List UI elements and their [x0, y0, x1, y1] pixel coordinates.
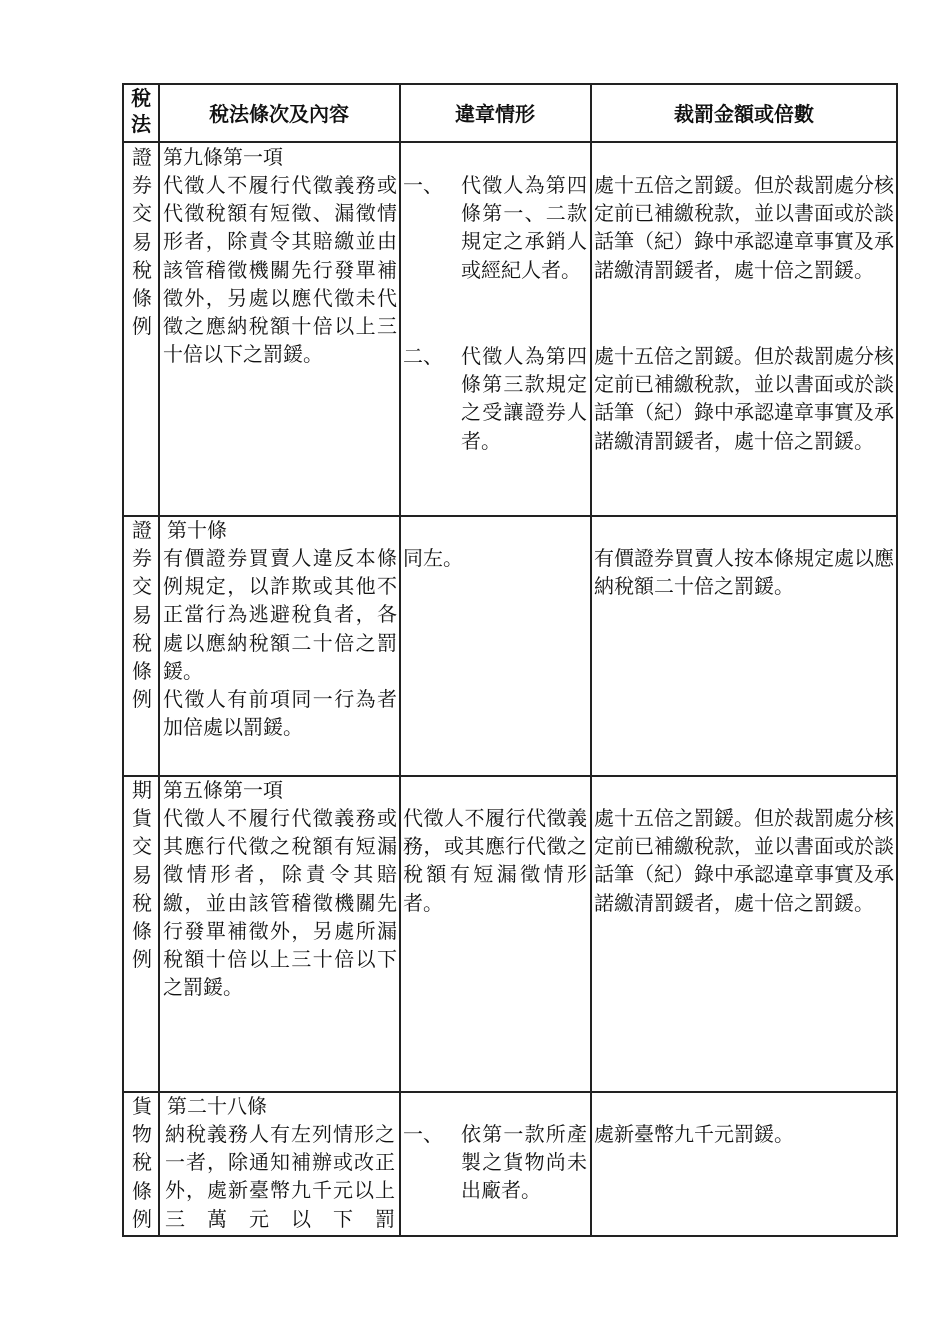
penalty-table: [122, 83, 898, 1237]
violation-text: 依第一款所產製之貨物尚未出廠者。: [461, 1122, 587, 1203]
article-body: 代徵人有前項同一行為者加倍處以罰鍰。: [163, 687, 397, 740]
law-name: 證券交易稅條例: [132, 145, 152, 339]
table-border-right: [896, 83, 898, 1237]
header-violation: 違章情形: [455, 102, 535, 126]
article-body: 有價證券買賣人違反本條例規定，以詐欺或其他不正當行為逃避稅負者，各處以應納稅額二十倍之罰鍰。: [163, 546, 397, 683]
law-name: 期貨交易稅條例: [132, 778, 152, 972]
penalty-text: 有價證券買賣人按本條規定處以應納稅額二十倍之罰鍰。: [594, 546, 894, 599]
violation-text: 代徵人不履行代徵義務，或其應行代徵之稅額有短漏徵情形者。: [403, 806, 587, 915]
article-body: 代徵人不履行代徵義務或其應行代徵之稅額有短漏徵情形者，除責令其賠繳，並由該管稽徵機關先行發單補徵外，另處所漏稅額十倍以上三十倍以下之罰鍰。: [163, 806, 397, 1000]
header-penalty: 裁罰金額或倍數: [674, 102, 814, 126]
violation-number: 一、: [403, 173, 443, 197]
header-law: [126, 85, 156, 137]
table-border-top: [122, 83, 898, 85]
header-article: 稅法條次及內容: [209, 102, 349, 126]
law-name: 貨物稅條例: [132, 1094, 152, 1231]
column-divider: [590, 83, 592, 1237]
violation-text: 代徵人為第四條第一、二款規定之承銷人或經紀人者。: [461, 173, 587, 282]
penalty-text: 處十五倍之罰鍰。但於裁罰處分核定前已補繳稅款，並以書面或於談話筆（紀）錄中承認違章事實及承諾繳清罰鍰者，處十倍之罰鍰。: [594, 806, 894, 915]
article-title: 第五條第一項: [163, 778, 283, 802]
column-divider: [399, 83, 401, 1237]
table-border-left: [122, 83, 124, 1237]
column-divider: [158, 83, 160, 1237]
penalty-text: 處新臺幣九千元罰鍰。: [594, 1122, 794, 1146]
article-title: 第二十八條: [167, 1094, 267, 1118]
violation-text: 同左。: [403, 546, 463, 570]
article-title: 第九條第一項: [163, 145, 283, 169]
violation-number: 一、: [403, 1122, 443, 1146]
penalty-text: 處十五倍之罰鍰。但於裁罰處分核定前已補繳稅款，並以書面或於談話筆（紀）錄中承認違章事實及承諾繳清罰鍰者，處十倍之罰鍰。: [594, 173, 894, 282]
article-body: 代徵人不履行代徵義務或代徵稅額有短徵、漏徵情形者，除責令其賠繳並由該管稽徵機關先行發單補徵外，另處以應代徵未代徵之應納稅額十倍以上三十倍以下之罰鍰。: [163, 173, 397, 367]
article-title: 第十條: [167, 518, 227, 542]
penalty-text: 處十五倍之罰鍰。但於裁罰處分核定前已補繳稅款，並以書面或於談話筆（紀）錄中承認違章事實及承諾繳清罰鍰者，處十倍之罰鍰。: [594, 344, 894, 453]
article-body: 納稅義務人有左列情形之一者，除通知補辦或改正外，處新臺幣九千元以上三萬元以下罰: [165, 1122, 395, 1231]
violation-number: 二、: [403, 344, 443, 368]
law-name: 證券交易稅條例: [132, 518, 152, 712]
header-law-text: 稅法: [131, 86, 151, 136]
violation-text: 代徵人為第四條第三款規定之受讓證券人者。: [461, 344, 587, 453]
table-border-bottom: [122, 1235, 898, 1237]
